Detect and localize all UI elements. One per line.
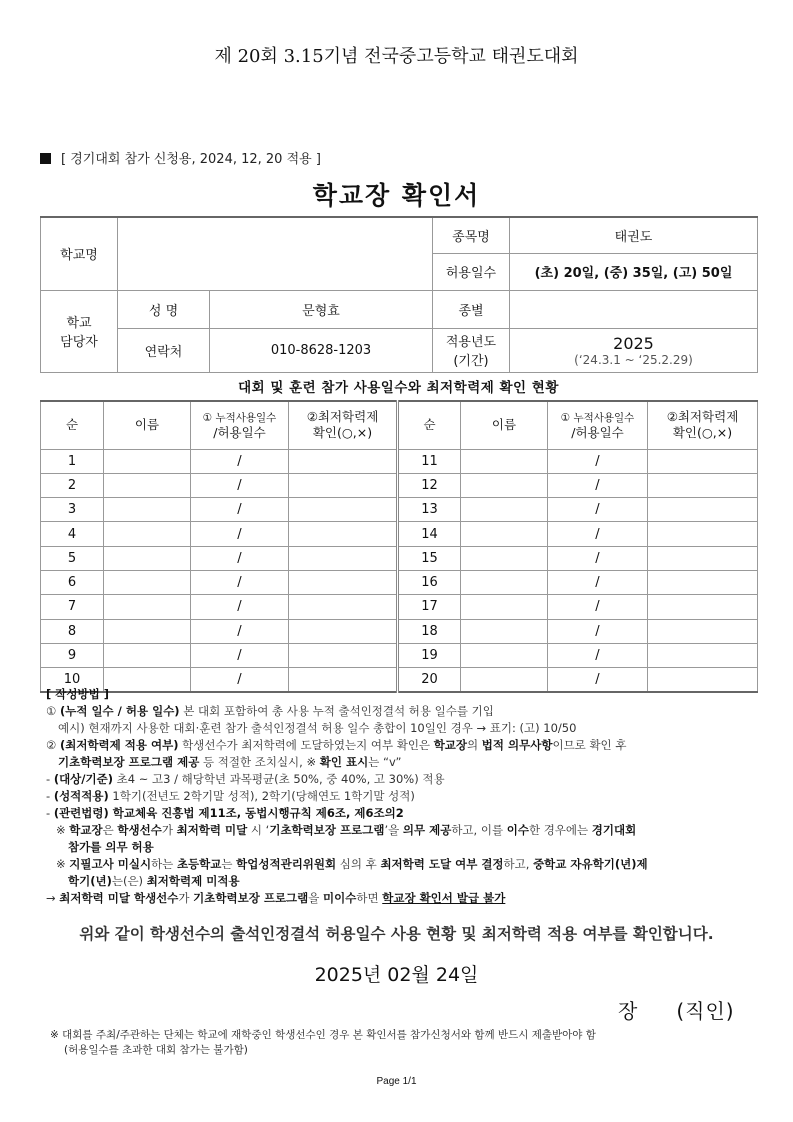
- table-row: 1 / 11 /: [41, 449, 758, 473]
- method-line: - (성적적용) 1학기(전년도 2학기말 성적), 2학기(당해연도 1학기말 성적): [46, 789, 415, 803]
- apply-note: [40, 148, 321, 167]
- year-period: (‘24.3.1 ~ ‘25.2.29): [574, 352, 693, 367]
- document-title: 학교장 확인서: [312, 181, 481, 210]
- category-value[interactable]: [510, 290, 758, 328]
- principal-seal-line: 장 (직인): [618, 999, 735, 1023]
- table-row: 7 / 17 /: [41, 595, 758, 619]
- event-title: 제 20회 3.15기념 전국중고등학교 태권도대회: [214, 46, 579, 67]
- apply-note-text: [ 경기대회 참가 신청용, 2024, 12, 20 적용 ]: [61, 152, 321, 167]
- col-min: ②최저학력제 확인(○,×): [648, 401, 758, 449]
- category-label: 종별: [433, 290, 510, 328]
- table-row: 10 / 20 /: [41, 668, 758, 692]
- col-name: 이름: [461, 401, 548, 449]
- square-bullet-icon: [40, 153, 51, 164]
- col-min: ②최저학력제 확인(○,×): [289, 401, 398, 449]
- school-info-table: [40, 216, 758, 373]
- table-row: 6 / 16 /: [41, 570, 758, 594]
- method-line: - (관련법령) 학교체육 진흥법 제11조, 동법시행규칙 제6조, 제6조의2: [46, 806, 404, 820]
- footnote: [50, 1028, 755, 1058]
- event-label: 종목명: [433, 217, 510, 253]
- name-value: 문형효: [210, 290, 433, 328]
- issue-date: 2025년 02월 24일: [314, 964, 479, 986]
- col-name: 이름: [104, 401, 191, 449]
- table-row: 8 / 18 /: [41, 619, 758, 643]
- method-line: → 최저학력 미달 학생선수가 기초학력보장 프로그램을 미이수하면 학교장 확인서 발급 불가: [46, 891, 506, 905]
- method-title: [ 작성방법 ]: [46, 687, 109, 701]
- page-number: Page 1/1: [376, 1076, 417, 1087]
- method-line: - (대상/기준) 초4 ~ 고3 / 해당학년 과목평균(초 50%, 중 40%, 고 30%) 적용: [46, 772, 445, 786]
- allowed-days-value: (초) 20일, (중) 35일, (고) 50일: [510, 253, 758, 290]
- contact-value: 010-8628-1203: [210, 328, 433, 372]
- table-row: 2 / 12 /: [41, 473, 758, 497]
- method-line: 참가를 의무 허용: [68, 840, 154, 854]
- usage-table: [40, 400, 758, 693]
- method-line: 학기(년)는(은) 최저학력제 미적용: [68, 874, 240, 888]
- footnote-line-1: ※ 대회를 주최/주관하는 단체는 학교에 재학중인 학생선수인 경우 본 확인서를 참가신청서와 함께 반드시 제출받아야 함: [50, 1029, 596, 1041]
- writing-method: [46, 686, 758, 907]
- method-line: ② (최저학력제 적용 여부) 학생선수가 최저학력에 도달하였는지 여부 확인은 학교장의 법적 의무사항이므로 확인 후: [46, 738, 627, 752]
- method-line: 예시) 현재까지 사용한 대회·훈련 참가 출석인정결석 허용 일수 총합이 10일인 경우 → 표기: (고) 10/50: [58, 721, 577, 735]
- table-row: 9 / 19 /: [41, 643, 758, 667]
- year-label: 적용년도 (기간): [433, 328, 510, 372]
- col-no: 순: [41, 401, 104, 449]
- event-value: 태권도: [510, 217, 758, 253]
- allowed-days-label: 허용일수: [433, 253, 510, 290]
- year-value: 2025: [613, 333, 654, 353]
- footnote-line-2: (허용일수를 초과한 대회 참가는 불가함): [64, 1044, 248, 1056]
- method-line: ※ 학교장은 학생선수가 최저학력 미달 시 ‘기초학력보장 프로그램’을 의무 제공하고, 이를 이수한 경우에는 경기대회: [56, 823, 637, 837]
- name-label: 성 명: [118, 290, 210, 328]
- year-cell: [510, 328, 758, 372]
- contact-label: 연락처: [118, 328, 210, 372]
- school-name-label: 학교명: [41, 217, 118, 290]
- col-days: ① 누적사용일수 /허용일수: [191, 401, 289, 449]
- section-title: 대회 및 훈련 참가 사용일수와 최저학력제 확인 현황: [238, 380, 559, 396]
- method-line: ① (누적 일수 / 허용 일수) 본 대회 포함하여 총 사용 누적 출석인정결석 허용 일수를 기입: [46, 704, 494, 718]
- manager-label: 학교 담당자: [41, 290, 118, 372]
- confirm-statement: 위와 같이 학생선수의 출석인정결석 허용일수 사용 현황 및 최저학력 적용 여부를 확인합니다.: [79, 925, 714, 943]
- method-line: ※ 지필고사 미실시하는 초등학교는 학업성적관리위원회 심의 후 최저학력 도달 여부 결정하고, 중학교 자유학기(년)제: [56, 857, 648, 871]
- school-name-value[interactable]: [118, 217, 433, 290]
- col-no: 순: [398, 401, 461, 449]
- table-row: 3 / 13 /: [41, 498, 758, 522]
- method-line: 기초학력보장 프로그램 제공 등 적절한 조치실시, ※ 확인 표시는 “v”: [58, 755, 402, 769]
- col-days: ① 누적사용일수 /허용일수: [548, 401, 648, 449]
- table-row: 4 / 14 /: [41, 522, 758, 546]
- table-row: 5 / 15 /: [41, 546, 758, 570]
